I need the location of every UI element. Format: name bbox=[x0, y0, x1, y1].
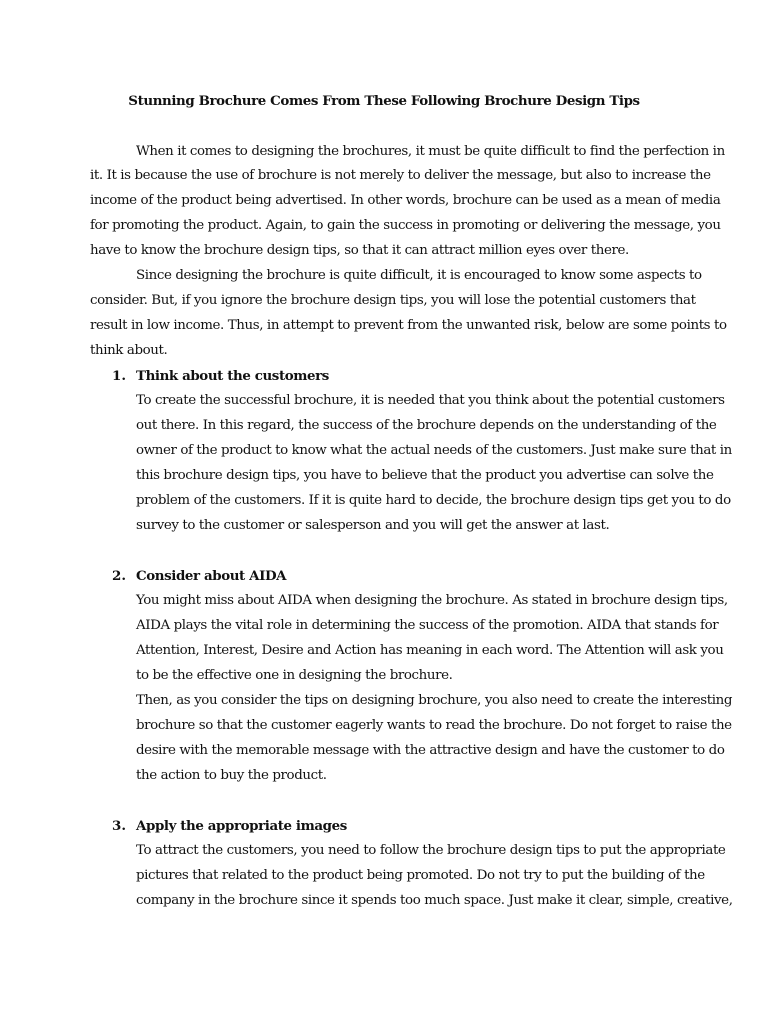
list-item-heading: Apply the appropriate images bbox=[136, 818, 347, 834]
intro-p2-line: consider. But, if you ignore the brochure design tips, you will lose the potential customers that bbox=[90, 293, 696, 308]
intro-p2-line: Since designing the brochure is quite difficult, it is encouraged to know some aspects to bbox=[136, 268, 702, 283]
list-number: 3. bbox=[112, 818, 126, 834]
intro-p1-line: When it comes to designing the brochures, it must be quite difficult to find the perfection in bbox=[136, 144, 725, 159]
list-item-line: AIDA plays the vital role in determining the success of the promotion. AIDA that stands for bbox=[136, 618, 719, 633]
list-item-line: pictures that related to the product being promoted. Do not try to put the building of the bbox=[136, 868, 705, 883]
intro-p1-line: have to know the brochure design tips, so that it can attract million eyes over there. bbox=[90, 243, 629, 258]
intro-p1-line: income of the product being advertised. In other words, brochure can be used as a mean of media bbox=[90, 193, 721, 208]
list-item-line: the action to buy the product. bbox=[136, 768, 327, 783]
intro-p2-line: result in low income. Thus, in attempt to prevent from the unwanted risk, below are some points to bbox=[90, 318, 727, 333]
intro-p2-line: think about. bbox=[90, 343, 168, 358]
intro-p1-line: for promoting the product. Again, to gain the success in promoting or delivering the message, you bbox=[90, 218, 721, 233]
list-item-line: To attract the customers, you need to follow the brochure design tips to put the appropriate bbox=[136, 843, 726, 858]
intro-p1-line: it. It is because the use of brochure is not merely to deliver the message, but also to increase the bbox=[90, 168, 711, 183]
list-item-line: You might miss about AIDA when designing the brochure. As stated in brochure design tips, bbox=[136, 593, 728, 608]
list-item-line: owner of the product to know what the actual needs of the customers. Just make sure that in bbox=[136, 443, 732, 458]
list-item-line: this brochure design tips, you have to believe that the product you advertise can solve the bbox=[136, 468, 714, 483]
document-title: Stunning Brochure Comes From These Following Brochure Design Tips bbox=[128, 93, 640, 109]
list-item-heading: Consider about AIDA bbox=[136, 568, 287, 584]
list-item-line: To create the successful brochure, it is needed that you think about the potential customers bbox=[136, 393, 725, 408]
list-item-line: to be the effective one in designing the brochure. bbox=[136, 668, 453, 683]
list-item-line: problem of the customers. If it is quite hard to decide, the brochure design tips get you to do bbox=[136, 493, 731, 508]
list-item-line: Then, as you consider the tips on designing brochure, you also need to create the interesting bbox=[136, 693, 733, 708]
list-item-line: survey to the customer or salesperson and you will get the answer at last. bbox=[136, 518, 610, 533]
list-item-line: brochure so that the customer eagerly wants to read the brochure. Do not forget to raise the bbox=[136, 718, 732, 733]
list-item-heading: Think about the customers bbox=[136, 368, 329, 384]
list-item-line: Attention, Interest, Desire and Action has meaning in each word. The Attention will ask you bbox=[136, 643, 724, 658]
list-number: 2. bbox=[112, 568, 126, 584]
list-number: 1. bbox=[112, 368, 126, 384]
list-item-line: company in the brochure since it spends too much space. Just make it clear, simple, creative, bbox=[136, 893, 733, 908]
list-item-line: desire with the memorable message with the attractive design and have the customer to do bbox=[136, 743, 725, 758]
list-item-line: out there. In this regard, the success of the brochure depends on the understanding of the bbox=[136, 418, 717, 433]
